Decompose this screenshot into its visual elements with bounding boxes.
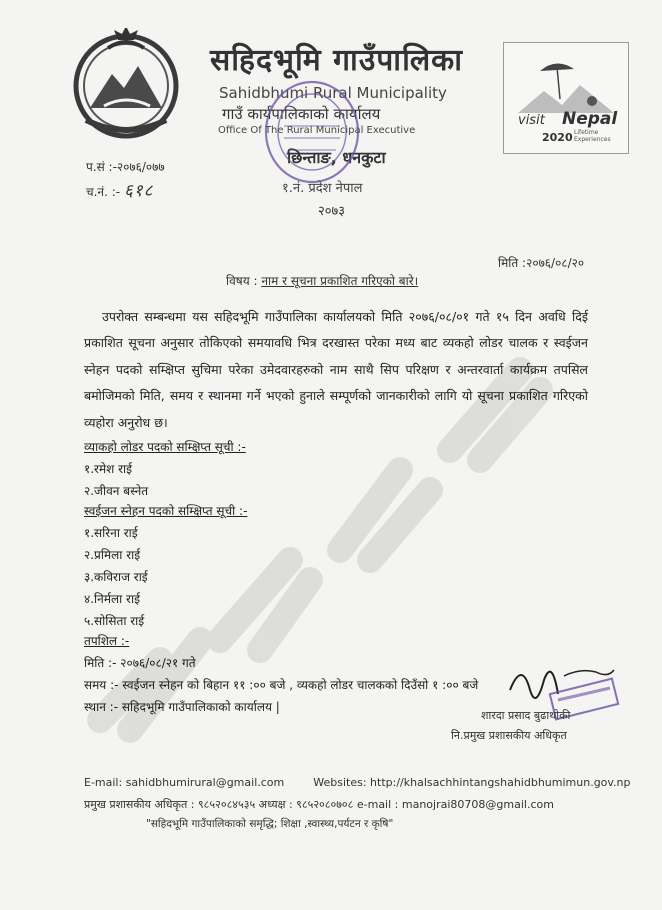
chalani-label: च.नं. :- (86, 185, 121, 199)
list-item: ५.सोसिता राई (84, 614, 145, 628)
letter-subject (226, 272, 418, 289)
list-item: ४.निर्मला राई (84, 592, 140, 606)
list-item: १.रमेश राई (84, 462, 133, 476)
visit-word: visit (518, 113, 545, 128)
signatory-name: शारदा प्रसाद बुढाथोकी (481, 709, 571, 722)
established-year: २०७३ (318, 204, 346, 219)
municipality-title-en: Sahidbhumi Rural Municipality (219, 84, 447, 102)
list-item: २.जीवन बस्नेत (84, 484, 149, 498)
office-title-en: Office Of The Rural Municipal Executive (218, 125, 416, 136)
tapsil-heading: तपशिल :- (84, 634, 130, 648)
chalani-number (86, 178, 153, 201)
subject-label: विषय : (226, 274, 258, 288)
subject-text: नाम र सूचना प्रकाशित गरिएको बारे। (261, 274, 419, 288)
tapsil-date: मिति :- २०७६/०८/२१ गते (84, 656, 196, 670)
letter-date: मिति :२०७६/०८/२० (498, 256, 585, 270)
footer-contact (84, 776, 631, 789)
office-stamp-icon (260, 76, 364, 188)
municipality-title: सहिदभूमि गाउँपालिका (210, 43, 463, 78)
chalani-value: ६१८ (123, 181, 154, 201)
footer-officer-line: प्रमुख प्रशासकीय अधिकृत : ९८५२०८४५३५ अध्यक्ष : ९८५२०८०७०८ e-mail : manojrai80708@gmail.com (84, 798, 554, 811)
email-label: E-mail: (84, 776, 123, 789)
signatory-designation: नि.प्रमुख प्रशासकीय अधिकृत (451, 729, 567, 742)
list2-heading: स्वईजन स्नेहन पदको सम्क्षिप्त सूची :- (84, 504, 248, 518)
patra-sankhya: प.सं :-२०७६/०७७ (86, 160, 165, 174)
office-address: छिन्ताङ, धनकुटा (287, 148, 386, 167)
visit-tagline: Lifetime Experiences (574, 129, 611, 143)
nepal-emblem-icon (68, 28, 184, 140)
footer-slogan: "सहिदभूमि गाउँपालिकाको समृद्धि; शिक्षा ,स्वास्थ्य,पर्यटन र कृषि" (146, 818, 394, 830)
tapsil-time: समय :- स्वईजन स्नेहन को बिहान ११ :०० बजे , व्यकहो लोडर चालकको दिउँसो १ :०० बजे (84, 678, 479, 692)
website-label: Websites: (313, 776, 367, 789)
list-item: १.सरिना राई (84, 526, 138, 540)
list1-heading: व्याकहो लोडर पदको सम्क्षिप्त सूची :- (84, 440, 246, 454)
tapsil-place: स्थान :- सहिदभूमि गाउँपालिकाको कार्यालय | (84, 700, 280, 714)
letter-body-paragraph: उपरोक्त सम्बन्धमा यस सहिदभूमि गाउँपालिका कार्यालयको मिति २०७६/०८/०१ गते १५ दिन अवधि दिई प्रकाशित सूचना अनुसार तोकिएको समयावधि भित्र दरखास्त परेका मध्य बाट व्यकहो लोडर चालक र स्वईजन स्नेहन पदको सम्क्षिप्त सुचिमा परेका उमेदवारहरुको नाम साथै सिप परिक्षण र अन्तरवार्ता कार्यक्रम तपसिल बमोजिमको मिति, समय र स्थानमा गर्ने भएको हुनाले सम्पूर्णको जानकारीको लागि यो सूचना प्रकाशित गरिएको व्यहोरा अनुरोध छ। (84, 309, 588, 430)
website-link[interactable]: http://khalsachhintangshahidbhumimun.gov.np (370, 776, 631, 789)
visit-brand: Nepal (562, 109, 618, 129)
list-item: २.प्रमिला राई (84, 548, 141, 562)
province-line: १.नं. प्रदेश नेपाल (282, 181, 363, 196)
list-item: ३.कविराज राई (84, 570, 148, 584)
email-link[interactable]: sahidbhumirural@gmail.com (125, 776, 285, 789)
office-title: गाउँ कार्यपालिकाको कार्यालय (222, 105, 381, 123)
visit-nepal-logo (503, 42, 629, 154)
visit-year: 2020 (542, 131, 573, 144)
